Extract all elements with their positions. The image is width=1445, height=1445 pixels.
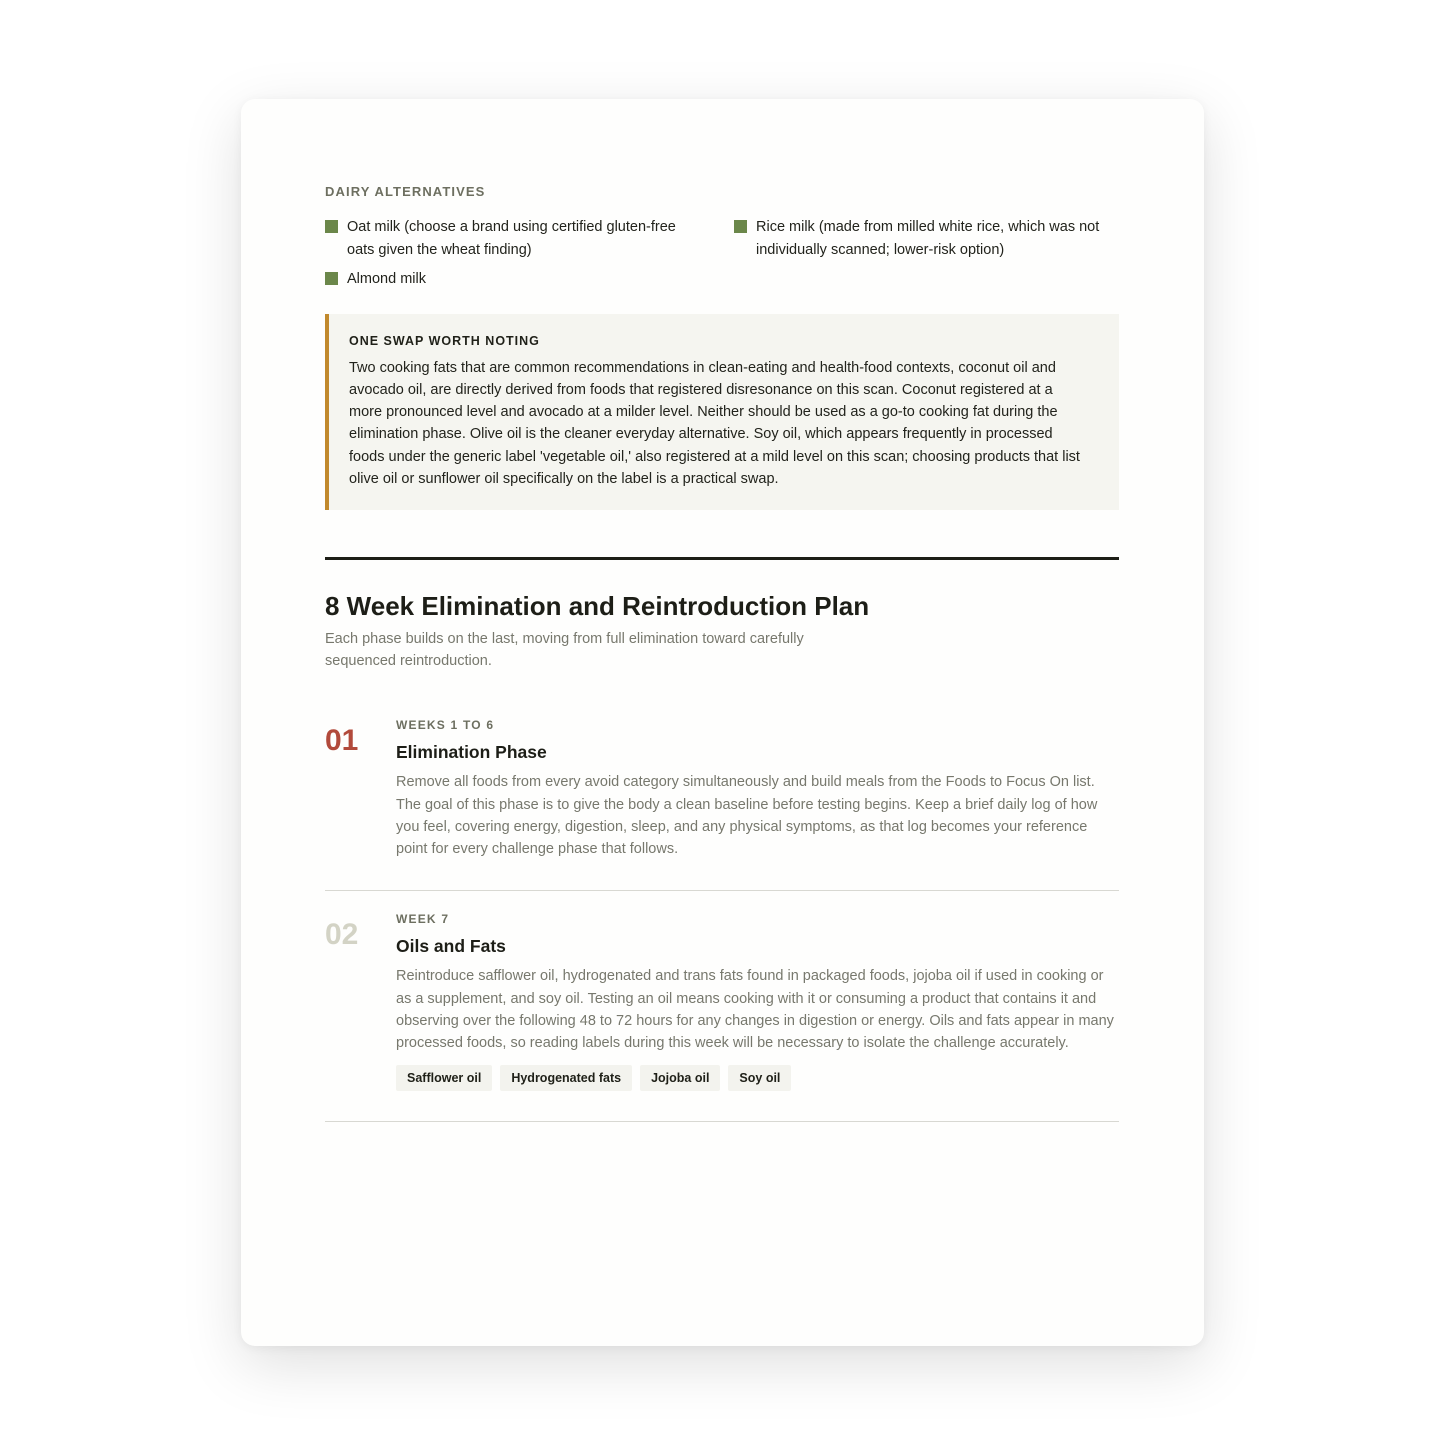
- dairy-alternatives-list: [325, 216, 1119, 291]
- list-item: [325, 268, 734, 291]
- phase-description: Remove all foods from every avoid category simultaneously and build meals from the Foods to Focus On list. The goal of this phase is to give the body a clean baseline before testing begins. Keep a brief daily log of how you feel, covering energy, digestion, sleep, and any physical symptoms, as that log becomes your reference point for every challenge phase that follows.: [396, 774, 1098, 858]
- phase-name: Oils and Fats: [396, 936, 506, 957]
- list-item-text: Almond milk: [347, 271, 426, 287]
- document-page: [241, 99, 1204, 1346]
- bullet-square-icon: [325, 272, 338, 285]
- phase-item: [325, 891, 1119, 1121]
- section-divider: [325, 557, 1119, 560]
- phase-description: Reintroduce safflower oil, hydrogenated and trans fats found in packaged foods, jojoba oil if used in cooking or as a supplement, and soy oil. Testing an oil means cooking with it or consuming a product that contains it and observing over the following 48 to 72 hours for any changes in digestion or energy. Oils and fats appear in many processed foods, so reading labels during this week will be necessary to isolate the challenge accurately.: [396, 968, 1114, 1052]
- list-item-text: Oat milk (choose a brand using certified gluten-free oats given the wheat finding): [347, 219, 676, 258]
- document-content: [325, 183, 1119, 1122]
- bullet-square-icon: [325, 220, 338, 233]
- list-item: [325, 216, 734, 261]
- plan-subtitle: Each phase builds on the last, moving from full elimination toward carefully sequenced reintroduction.: [325, 631, 804, 669]
- phase-tags: [396, 1065, 1119, 1091]
- phase-name: Elimination Phase: [396, 742, 547, 763]
- list-item-text: Rice milk (made from milled white rice, which was not individually scanned; lower-risk option): [756, 219, 1100, 258]
- food-tag: Hydrogenated fats: [500, 1065, 632, 1091]
- list-item: [734, 216, 1119, 261]
- phase-item: [325, 697, 1119, 891]
- phase-body: [396, 717, 1119, 860]
- food-tag: Safflower oil: [396, 1065, 492, 1091]
- phase-weeks: WEEKS 1 TO 6: [396, 718, 495, 733]
- callout-body: Two cooking fats that are common recommendations in clean-eating and health-food contexts, coconut oil and avocado oil, are directly derived from foods that registered disresonance on this scan. Coconut registered at a more pronounced level and avocado at a milder level. Neither should be used as a go-to cooking fat during the elimination phase. Olive oil is the cleaner everyday alternative. Soy oil, which appears frequently in processed foods under the generic label 'vegetable oil,' also registered at a mild level on this scan; choosing products that list olive oil or sunflower oil specifically on the label is a practical swap.: [349, 359, 1080, 487]
- bullet-square-icon: [734, 220, 747, 233]
- plan-title: 8 Week Elimination and Reintroduction Plan: [325, 591, 870, 622]
- callout-title: ONE SWAP WORTH NOTING: [349, 333, 540, 348]
- food-tag: Soy oil: [728, 1065, 791, 1091]
- phase-weeks: WEEK 7: [396, 912, 450, 927]
- dairy-alternatives-heading: DAIRY ALTERNATIVES: [325, 184, 486, 199]
- phase-number: 02: [325, 918, 359, 952]
- swap-callout: [325, 314, 1119, 511]
- phase-number: 01: [325, 724, 359, 758]
- food-tag: Jojoba oil: [640, 1065, 720, 1091]
- phase-body: [396, 911, 1119, 1090]
